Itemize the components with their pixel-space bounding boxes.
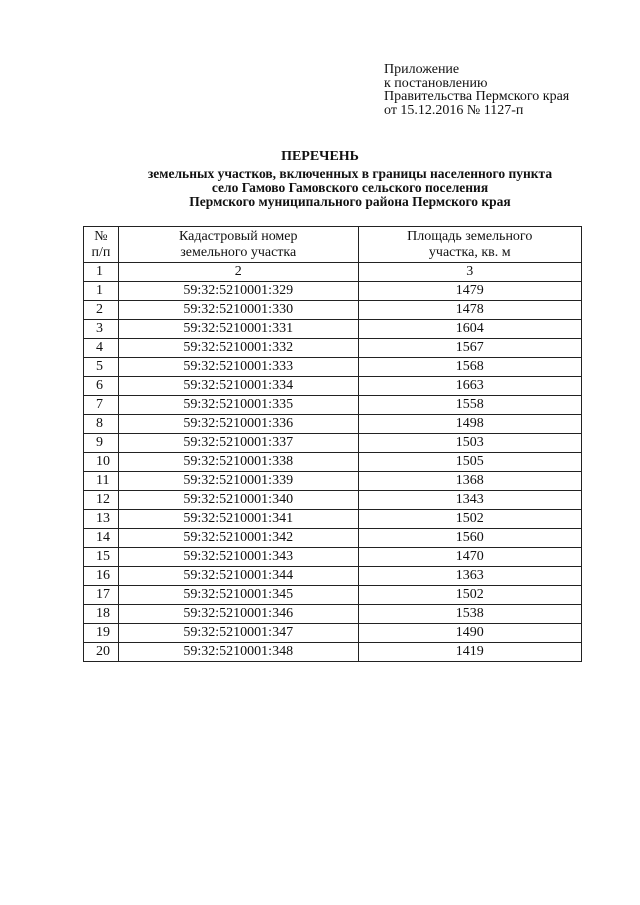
header-text: участка, кв. м (428, 244, 511, 260)
column-index-row (84, 263, 582, 282)
row-number-cell: 8 (84, 415, 119, 434)
index-cell: 1 (84, 263, 119, 282)
area-cell: 1490 (358, 624, 581, 643)
appendix-line: к постановлению (384, 75, 488, 91)
area-cell: 1478 (358, 301, 581, 320)
cadastral-number-cell: 59:32:5210001:347 (118, 624, 358, 643)
table-row (84, 529, 582, 548)
row-number-cell: 6 (84, 377, 119, 396)
row-number-cell: 13 (84, 510, 119, 529)
row-number-cell: 4 (84, 339, 119, 358)
row-number-cell: 5 (84, 358, 119, 377)
cadastral-number-cell: 59:32:5210001:337 (118, 434, 358, 453)
area-cell: 1663 (358, 377, 581, 396)
header-text: № (94, 228, 108, 244)
subtitle-line: земельных участков, включенных в границы населенного пункта (147, 166, 553, 181)
cadastral-number-cell: 59:32:5210001:338 (118, 453, 358, 472)
subtitle-line: Пермского муниципального района Пермского края (189, 194, 511, 209)
index-cell: 3 (358, 263, 581, 282)
row-number-cell: 20 (84, 643, 119, 662)
header-text: земельного участка (180, 244, 297, 260)
header-cadastral (118, 227, 358, 263)
area-cell: 1363 (358, 567, 581, 586)
appendix-line: от 15.12.2016 № 1127-п (384, 102, 524, 118)
area-cell: 1503 (358, 434, 581, 453)
area-cell: 1502 (358, 586, 581, 605)
document-title: ПЕРЕЧЕНЬ (281, 149, 359, 164)
row-number-cell: 11 (84, 472, 119, 491)
document-subtitle (60, 167, 640, 209)
table-row (84, 415, 582, 434)
area-cell: 1538 (358, 605, 581, 624)
table-row (84, 605, 582, 624)
table-row (84, 396, 582, 415)
row-number-cell: 19 (84, 624, 119, 643)
cadastral-number-cell: 59:32:5210001:336 (118, 415, 358, 434)
table-row (84, 548, 582, 567)
area-cell: 1560 (358, 529, 581, 548)
cadastral-number-cell: 59:32:5210001:329 (118, 282, 358, 301)
header-text: Площадь земельного (407, 228, 533, 244)
area-cell: 1368 (358, 472, 581, 491)
row-number-cell: 9 (84, 434, 119, 453)
subtitle-line: село Гамово Гамовского сельского поселения (211, 180, 489, 195)
table-row (84, 453, 582, 472)
table-row (84, 320, 582, 339)
header-area (358, 227, 581, 263)
row-number-cell: 16 (84, 567, 119, 586)
area-cell: 1419 (358, 643, 581, 662)
table-row (84, 643, 582, 662)
table-row (84, 472, 582, 491)
row-number-cell: 1 (84, 282, 119, 301)
cadastral-number-cell: 59:32:5210001:343 (118, 548, 358, 567)
appendix-note (384, 63, 569, 117)
index-cell: 2 (118, 263, 358, 282)
row-number-cell: 12 (84, 491, 119, 510)
cadastral-number-cell: 59:32:5210001:341 (118, 510, 358, 529)
cadastral-number-cell: 59:32:5210001:342 (118, 529, 358, 548)
row-number-cell: 10 (84, 453, 119, 472)
row-number-cell: 3 (84, 320, 119, 339)
row-number-cell: 2 (84, 301, 119, 320)
area-cell: 1568 (358, 358, 581, 377)
header-text: Кадастровый номер (178, 228, 298, 244)
table-header-row (84, 227, 582, 263)
cadastral-number-cell: 59:32:5210001:345 (118, 586, 358, 605)
table-row (84, 624, 582, 643)
cadastral-number-cell: 59:32:5210001:333 (118, 358, 358, 377)
cadastral-number-cell: 59:32:5210001:330 (118, 301, 358, 320)
table-row (84, 567, 582, 586)
cadastral-number-cell: 59:32:5210001:340 (118, 491, 358, 510)
area-cell: 1502 (358, 510, 581, 529)
cadastral-number-cell: 59:32:5210001:335 (118, 396, 358, 415)
cadastral-number-cell: 59:32:5210001:331 (118, 320, 358, 339)
header-number (84, 227, 119, 263)
table-row (84, 510, 582, 529)
table-row (84, 358, 582, 377)
area-cell: 1505 (358, 453, 581, 472)
cadastral-number-cell: 59:32:5210001:346 (118, 605, 358, 624)
cadastral-number-cell: 59:32:5210001:348 (118, 643, 358, 662)
row-number-cell: 7 (84, 396, 119, 415)
table-row (84, 339, 582, 358)
cadastral-number-cell: 59:32:5210001:344 (118, 567, 358, 586)
land-plots-table (83, 226, 582, 662)
table-row (84, 586, 582, 605)
table-row (84, 377, 582, 396)
table-row (84, 434, 582, 453)
cadastral-number-cell: 59:32:5210001:332 (118, 339, 358, 358)
table-row (84, 282, 582, 301)
area-cell: 1498 (358, 415, 581, 434)
row-number-cell: 18 (84, 605, 119, 624)
appendix-line: Приложение (384, 62, 460, 77)
row-number-cell: 17 (84, 586, 119, 605)
area-cell: 1479 (358, 282, 581, 301)
cadastral-number-cell: 59:32:5210001:339 (118, 472, 358, 491)
area-cell: 1558 (358, 396, 581, 415)
area-cell: 1343 (358, 491, 581, 510)
area-cell: 1470 (358, 548, 581, 567)
table-row (84, 301, 582, 320)
appendix-line: Правительства Пермского края (384, 89, 570, 104)
table-row (84, 491, 582, 510)
header-text: п/п (91, 244, 111, 260)
cadastral-number-cell: 59:32:5210001:334 (118, 377, 358, 396)
area-cell: 1604 (358, 320, 581, 339)
row-number-cell: 14 (84, 529, 119, 548)
row-number-cell: 15 (84, 548, 119, 567)
area-cell: 1567 (358, 339, 581, 358)
